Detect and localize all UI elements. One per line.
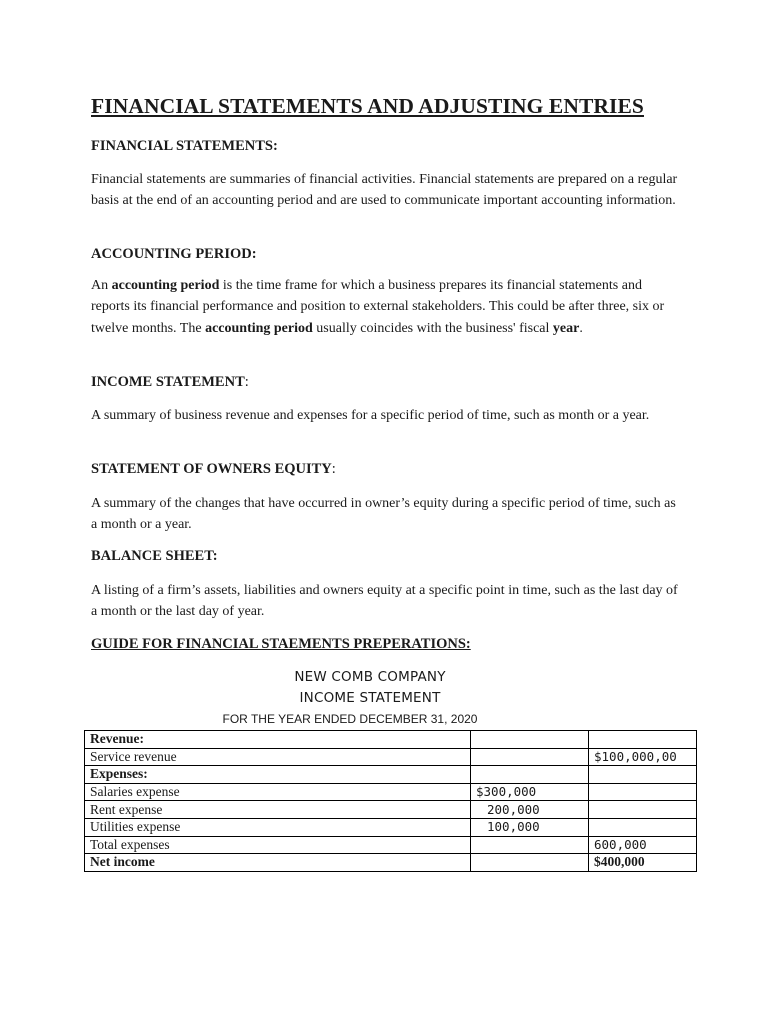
row-label: Service revenue bbox=[85, 748, 471, 766]
total-cell: 600,000 bbox=[589, 836, 697, 854]
paragraph-balance-sheet: A listing of a firm’s assets, liabilities and owners equity at a specific point in time, such as the last day of a month or the last day of year. bbox=[91, 583, 678, 620]
paragraph-income-statement: A summary of business revenue and expenses for a specific period of time, such as month or a year. bbox=[91, 408, 650, 423]
heading-income-statement bbox=[91, 374, 249, 391]
table-row bbox=[85, 836, 697, 854]
heading-colon: : bbox=[331, 461, 336, 477]
text-segment: usually coincides with the business' fiscal bbox=[312, 320, 553, 336]
amount-cell bbox=[471, 748, 589, 766]
row-label: Total expenses bbox=[85, 836, 471, 854]
row-label: Salaries expense bbox=[85, 783, 471, 801]
paragraph-accounting-period bbox=[91, 275, 681, 339]
total-cell bbox=[589, 801, 697, 819]
amount-cell bbox=[471, 854, 589, 872]
heading-text: STATEMENT OF OWNERS EQUITY bbox=[91, 461, 332, 477]
text-segment: An bbox=[91, 278, 112, 293]
heading-owners-equity bbox=[91, 461, 336, 478]
total-cell bbox=[589, 818, 697, 836]
amount-cell bbox=[471, 731, 589, 749]
paragraph-owners-equity: A summary of the changes that have occurred in owner’s equity during a specific period of time, such as a month or a year. bbox=[91, 496, 676, 533]
bold-term-accounting-period: accounting period bbox=[111, 278, 220, 293]
total-cell bbox=[589, 766, 697, 784]
heading-financial-statements: FINANCIAL STATEMENTS: bbox=[91, 138, 278, 154]
text-segment: . bbox=[579, 320, 583, 336]
amount-cell bbox=[471, 766, 589, 784]
statement-name: INCOME STATEMENT bbox=[299, 690, 441, 706]
amount-cell: $300,000 bbox=[471, 783, 589, 801]
paragraph-financial-statements: Financial statements are summaries of financial activities. Financial statements are prepared on a regular basis at the end of an accounting period and are used to communicate important accounting information. bbox=[91, 172, 678, 209]
table-row bbox=[85, 766, 697, 784]
heading-balance-sheet: BALANCE SHEET: bbox=[91, 548, 218, 564]
statement-period: FOR THE YEAR ENDED DECEMBER 31, 2020 bbox=[222, 712, 478, 726]
guide-heading: GUIDE FOR FINANCIAL STAEMENTS PREPERATIONS: bbox=[91, 636, 471, 652]
row-label: Expenses: bbox=[85, 766, 471, 784]
table-row bbox=[85, 854, 697, 872]
bold-term-year: year bbox=[552, 320, 580, 336]
row-label: Net income bbox=[85, 854, 471, 872]
net-income-total: $400,000 bbox=[589, 854, 697, 872]
heading-colon: : bbox=[244, 374, 249, 390]
row-label: Rent expense bbox=[85, 801, 471, 819]
total-cell bbox=[589, 731, 697, 749]
total-cell bbox=[589, 783, 697, 801]
document-title: FINANCIAL STATEMENTS AND ADJUSTING ENTRIES bbox=[91, 94, 644, 118]
text-segment: is the time frame for which a business prepares its financial statements and reports its financial performance and position to external stakeholders. This could be after three, six or twelve months. The bbox=[91, 278, 665, 336]
amount-cell: 200,000 bbox=[471, 801, 589, 819]
total-cell: $100,000,00 bbox=[589, 748, 697, 766]
table-row bbox=[85, 818, 697, 836]
amount-cell: 100,000 bbox=[471, 818, 589, 836]
company-name: NEW COMB COMPANY bbox=[294, 669, 446, 685]
table-row bbox=[85, 783, 697, 801]
table-row bbox=[85, 801, 697, 819]
bold-term-accounting-period: accounting period bbox=[205, 320, 313, 336]
income-statement-table bbox=[84, 730, 697, 872]
table-row bbox=[85, 748, 697, 766]
heading-text: INCOME STATEMENT bbox=[91, 374, 245, 390]
heading-accounting-period: ACCOUNTING PERIOD: bbox=[91, 246, 257, 262]
row-label: Revenue: bbox=[85, 731, 471, 749]
amount-cell bbox=[471, 836, 589, 854]
row-label: Utilities expense bbox=[85, 818, 471, 836]
table-row bbox=[85, 731, 697, 749]
